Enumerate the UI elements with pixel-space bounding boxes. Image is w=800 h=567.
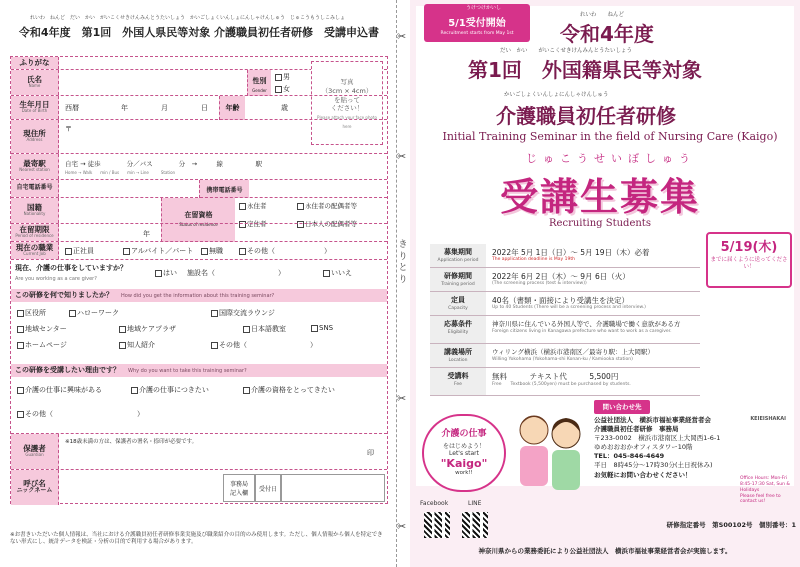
q2-option-referral[interactable]: 知人紹介 [119,340,155,350]
info-row-capacity [430,292,700,316]
info-row-eligibility [430,316,700,344]
checkbox-icon [17,411,24,418]
checkbox-icon [17,342,24,349]
checkbox-icon [323,270,330,277]
period-row [11,223,387,241]
q2-option-care-plaza[interactable]: 地域ケアプラザ [119,324,176,334]
name-field[interactable] [59,70,247,96]
q1-facility-text: 施設名（ ） [187,269,285,277]
recruit-english: Recruiting Students [549,218,651,229]
guardian-label: 保護者 Guardian [11,434,59,469]
application-form [0,0,396,567]
info-value: 神奈川県に住んでいる外国人等で、介護職場で働く意欲がある方 [492,320,681,328]
flyer-hero-title: 受講生募集 [499,175,700,219]
status-option-permanent-spouse[interactable]: 永住者の配偶者等 [297,201,357,210]
info-row-location [430,344,700,368]
q1-no-option[interactable]: いいえ [323,268,352,278]
checkbox-icon [243,387,250,394]
status-option-japanese-spouse[interactable]: 日本人の配偶者等 [297,219,357,228]
flyer-title-course: 介護職員初任者研修 [496,104,676,128]
q2-options [11,302,387,364]
info-label: 受講料 Fee [430,368,486,395]
period-year: 年 [143,230,150,238]
title-ruby-1: れいわ ねんど [580,12,625,18]
checkbox-icon [17,310,24,317]
checkbox-icon [119,342,126,349]
q2-option-other[interactable]: その他（ ） [211,340,317,350]
q3-option-want-job[interactable]: 介護の仕事につきたい [131,385,209,395]
q2-option-hellowork[interactable]: ハローワーク [69,308,119,318]
q2-option-sns[interactable]: SNS [311,324,333,332]
checkbox-icon [131,387,138,394]
checkbox-icon [119,326,126,333]
info-label: 定員 Capacity [430,292,486,315]
form-table [10,56,388,504]
facebook-qr-icon[interactable] [424,512,450,538]
status-label: 在留資格 Status of residence [161,198,235,242]
nationality-label: 国籍 Nationality [11,198,59,223]
info-value: 無料 テキスト代 5,500円 [492,372,619,381]
checkbox-icon [123,248,130,255]
nickname-row [11,469,387,505]
checkbox-icon [65,248,72,255]
line-label: LINE [468,500,482,507]
contact-hours: 平日 8時45分～17時30分(土日祝休み) [594,461,713,470]
seal-mark: 印 [367,449,374,457]
address-row [11,119,387,153]
address-field[interactable] [59,120,309,154]
info-label: 講義場所 Location [430,344,486,367]
era-text: 西暦 [65,104,79,112]
info-value: ウィリング横浜（横浜市港南区／最寄り駅：上大岡駅） [492,348,654,356]
checkbox-icon [239,203,246,210]
furigana-label: ふりがな [11,57,59,69]
scissors-icon: ✂ [397,520,407,533]
birth-label: 生年月日 Date of Birth [11,96,59,119]
info-value: 2022年 6月 2日（木）～ 9月 6日（火） [492,272,630,281]
phone-label: 自宅電話番号 [11,180,59,197]
age-label: 年齢 [219,96,245,120]
photo-box[interactable]: 写真 （3cm × 4cm） を貼って ください！ Please attach your face photo here [311,61,383,145]
title-ruby-3: かいごしょくいんしょにんしゃけんしゅう [504,92,609,98]
checkbox-icon [275,74,282,81]
checkbox-icon [69,310,76,317]
received-date-label: 受付日 [255,474,281,502]
title-ruby-2: だい かい がいこくせきけんみんとうたいしょう [500,48,633,54]
info-sub: Free Textbook (5,500yen) must be purchased by students. [492,382,631,387]
contact-building: ゆめおおおかオフィスタワー10階 [594,443,693,452]
org-logo: KEIEISHAKAI [750,416,786,422]
mobile-label: 携帯電話番号 [199,180,249,198]
checkbox-icon [311,325,318,332]
facebook-label: Facebook [420,500,449,507]
checkbox-icon [275,86,282,93]
day-text: 日 [201,104,208,112]
year-text: 年 [121,104,128,112]
address-label: 現住所 Address [11,120,59,153]
scissors-icon: ✂ [397,392,407,405]
name-label: 氏名 Name [11,70,59,95]
start-date-tag: 5/1受付開始 Recruitment starts from May 1st [424,4,530,42]
zip-mark: 〒 [65,125,72,133]
privacy-footnote: ※お書きいただいた個人情報は、当社における介護職員初任者研修事業実施及び職業紹介の目的のみ使用します。ただし、個人情報から個人を特定できない形式にし、統計データを検証・分析の目的で利用する場合があります。 [10,532,383,546]
q2-option-ward-office[interactable]: 区役所 [17,308,46,318]
info-label: 募集期間 Application period [430,244,486,267]
phone-row [11,179,387,197]
status-option-permanent[interactable]: 永住者 [239,201,267,210]
received-date-field [281,474,385,502]
info-value: 2022年 5月 1日（日）～ 5月 19日（木）必着 [492,248,650,257]
q2-header: この研修を何で知りましたか？ How did you get the information about this training seminar? [11,289,387,302]
info-row-fee [430,368,700,396]
flyer-title-target: 第1回 外国籍県民等対象 [468,58,702,82]
info-row-application [430,244,700,268]
q3-header: この研修を受講したい理由です？ Why do you want to take this training seminar? [11,364,387,377]
hero-ruby: じゅこうせいぼしゅう [526,152,696,165]
nearest-label: 最寄駅 Nearest station [11,154,59,179]
home-phone-field[interactable] [59,180,199,198]
job-option-parttime[interactable]: アルバイト／パート [123,246,193,256]
info-label: 応募条件 Eligibility [430,316,486,343]
cut-here-label: きりとり [398,240,408,286]
scissors-icon: ✂ [397,30,407,43]
checkbox-icon [297,203,304,210]
nearest-row [11,153,387,179]
form-title: 令和4年度 第1回 外国人県民等対象 介護職員初任者研修 受講申込書 [18,26,380,39]
contact-note: お気軽にお問い合わせください！ [594,470,692,479]
q2-option-community-center[interactable]: 地域センター [17,324,67,334]
gender-female-option[interactable]: 女 [275,84,290,94]
q1-row [11,259,387,289]
age-unit: 歳 [281,104,288,112]
info-sub: Up to 40 Students (There will be a screening process and interview.) [492,305,646,310]
checkbox-icon [201,248,208,255]
job-label: 現在の職業 Current Job [11,242,59,259]
nearest-text: 自宅 → 徒歩 分／バス 分 → 線 駅 [65,160,263,168]
q1-yes-option[interactable]: はい [155,268,177,278]
checkbox-icon [239,248,246,255]
info-sub: The application deadline is May 19th [492,257,575,262]
contact-info [594,416,794,480]
q3-option-qualification[interactable]: 介護の資格をとってきたい [243,385,335,395]
scissors-icon: ✂ [397,150,407,163]
registration-number: 研修指定番号 第S00102号 個別番号：1 [666,521,796,529]
gender-male-option[interactable]: 男 [275,72,290,82]
caregivers-illustration-icon [510,404,590,498]
job-option-unemployed[interactable]: 無職 [201,246,223,256]
office-hours-en: Office Hours: Mon-Fri 8:45-17:30 Sat, Sun & Holidays Please feel free to contact us! [740,476,790,505]
q2-option-japanese-class[interactable]: 日本語教室 [243,324,286,334]
guardian-row [11,433,387,469]
flyer-title-year: 令和4年度 [560,22,654,46]
nationality-row [11,197,387,228]
checkbox-icon [211,342,218,349]
contact-tag: 問い合わせ先 [594,400,650,414]
info-sub: Foreign citizens living in Kanagawa prefecture who want to work as a caregiver. [492,329,672,334]
mobile-phone-field[interactable] [249,180,389,198]
nickname-label: 呼び名 ニックネーム [11,470,59,505]
info-value: 40名（書類・面接により受講生を決定） [492,296,630,305]
checkbox-icon [211,310,218,317]
checkbox-icon [243,326,250,333]
checkbox-icon [17,387,24,394]
gender-label: 性別 Gender [247,70,271,96]
q2-option-homepage[interactable]: ホームページ [17,340,67,350]
line-qr-icon[interactable] [462,512,488,538]
contact-address: 〒233-0002 横浜市港南区上大岡西1-6-1 [594,434,721,443]
info-sub: Willing Yokohama (Yokohama-shi Konan-ku / Kamiooka station) [492,357,633,362]
job-option-other[interactable]: その他（ ） [239,246,331,256]
guardian-note: ※18歳未満の方は、保護者の署名・捺印が必要です。 [65,439,198,445]
nearest-sub: Home → Walk min / Bus min → Line Station [65,170,176,175]
contact-phone[interactable]: TEL：045-846-4649 [594,452,665,461]
job-row [11,241,387,259]
info-label: 研修期間 Training period [430,268,486,291]
q2-option-lounge[interactable]: 国際交流ラウンジ [211,308,275,318]
guardian-signature-field[interactable] [59,446,359,470]
period-label: 在留期限 Period of residence [11,224,59,241]
nickname-field[interactable] [59,470,219,506]
recruit-flyer [410,0,800,567]
info-sub: (The screening process (test & interview)) [492,281,587,286]
start-tag-ruby: うけつけかいし [466,5,502,11]
status-option-long-term[interactable]: 定住者 [239,219,267,228]
job-option-fulltime[interactable]: 正社員 [65,246,94,256]
month-text: 月 [161,104,168,112]
q3-option-other[interactable]: その他（ ） [17,409,144,419]
checkbox-icon [155,270,162,277]
q3-options [11,377,387,433]
q1-en: Are you working as a care giver? [15,276,97,282]
office-use-label: 事務局 記入欄 [223,474,255,502]
contact-org: 公益社団法人 横浜市福祉事業経営者会 [594,416,711,424]
q1-text: 現在、介護の仕事をしていますか？ [15,264,127,272]
furigana-field[interactable] [59,57,279,69]
form-title-ruby: れいわ ねんど だい かい がいこくせきけんみんとうたいしょう かいごしょくいんしょにんしゃけんしゅう じゅこうもうしこみしょ [30,15,346,21]
commission-note: 神奈川県からの業務委託により公益社団法人 横浜市福祉事業経営者会が実施します。 [478,547,732,555]
checkbox-icon [17,326,24,333]
contact-dept: 介護職員初任者研修 事務局 [594,425,679,434]
flyer-english-title: Initial Training Seminar in the field of Nursing Care (Kaigo) [442,130,778,143]
lets-start-kaigo-bubble: 介護の仕事 をはじめよう！ Let's start "Kaigo" work!! [422,414,506,492]
deadline-badge: 5/19(木) までに届くように送ってください！ [706,232,792,288]
q3-option-interest[interactable]: 介護の仕事に興味がある [17,385,102,395]
info-row-training [430,268,700,292]
birth-row [11,95,387,119]
